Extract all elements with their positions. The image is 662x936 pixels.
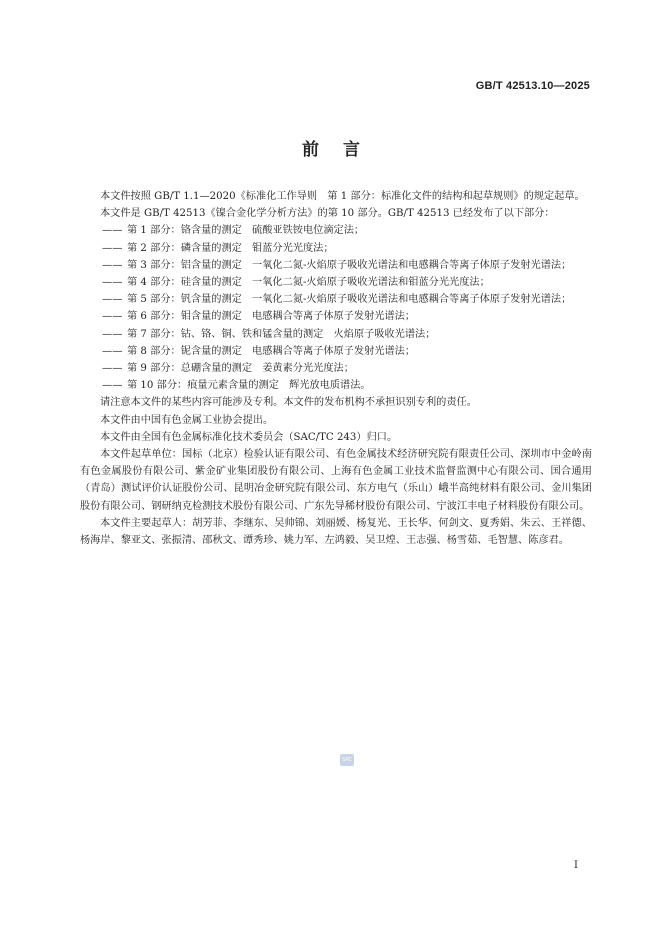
patent-notice: 请注意本文件的某些内容可能涉及专利。本文件的发布机构不承担识别专利的责任。 — [100, 397, 477, 409]
proposer-statement: 本文件由中国有色金属工业协会提出。 — [100, 414, 274, 426]
part-list-item — [80, 257, 592, 274]
dash-marker: —— — [102, 277, 123, 289]
foreword-body — [80, 188, 592, 549]
part-text: 第 5 部分：钒含量的测定 一氧化二氮-火焰原子吸收光谱法和电感耦合等离子体原子发射光谱法； — [127, 294, 572, 306]
dash-marker: —— — [102, 345, 123, 357]
watermark-logo: SPC — [340, 754, 354, 766]
drafting-units: 本文件起草单位：国标（北京）检验认证有限公司、有色金属技术经济研究院有限责任公司、深圳市中金岭南有色金属股份有限公司、紫金矿业集团股份有限公司、上海有色金属工业技术监督监测中心有限公司、国合通用（青岛）测试评价认证股份公司、昆明冶金研究院有限公司、东方电气（乐山）峨半高纯材料有限公司、金川集团股份有限公司、钢研纳克检测技术股份有限公司、广东先导稀材股份有限公司、宁波江丰电子材料股份有限公司。 — [80, 449, 592, 512]
part-list-item — [80, 291, 592, 308]
part-text: 第 9 部分：总硼含量的测定 姜黄素分光光度法； — [127, 363, 354, 375]
part-list-item — [80, 274, 592, 291]
part-list-item — [80, 326, 592, 343]
intro-paragraph: 本文件按照 GB/T 1.1—2020《标准化工作导则 第 1 部分：标准化文件的结构和起草规则》的规定起草。 — [100, 191, 585, 202]
part-text: 第 1 部分：铬含量的测定 硫酸亚铁铵电位滴定法； — [127, 225, 365, 237]
part-text: 第 4 部分：硅含量的测定 一氧化二氮-火焰原子吸收光谱法和钼蓝分光光度法； — [127, 277, 490, 289]
dash-marker: —— — [102, 328, 123, 340]
drafters: 本文件主要起草人：胡芳菲、李继东、吴帅锦、刘丽媛、杨复光、王长华、何剑文、夏秀娟、朱云、王祥德、杨海岸、黎亚文、张振清、邵秋文、谭秀珍、姚力军、左鸿毅、吴卫煌、王志强、杨雪茹、毛智慧、陈彦君。 — [80, 517, 592, 547]
part-list-item — [80, 222, 592, 239]
dash-marker: —— — [102, 380, 123, 392]
part-text: 第 7 部分：钴、铬、铜、铁和锰含量的测定 火焰原子吸收光谱法； — [127, 328, 436, 340]
intro-paragraph: 本文件是 GB/T 42513《镍合金化学分析方法》的第 10 部分。GB/T 42513 已经发布了以下部分： — [100, 208, 555, 220]
committee-statement: 本文件由全国有色金属标准化技术委员会（SAC/TC 243）归口。 — [100, 431, 398, 443]
page-number: I — [574, 860, 578, 871]
page-title: 前言 — [302, 140, 384, 160]
dash-marker: —— — [102, 225, 123, 237]
part-text: 第 2 部分：磷含量的测定 钼蓝分光光度法； — [127, 242, 334, 254]
dash-marker: —— — [102, 259, 123, 271]
dash-marker: —— — [102, 311, 123, 323]
part-text: 第 8 部分：铌含量的测定 电感耦合等离子体原子发射光谱法； — [127, 345, 416, 357]
part-list-item — [80, 377, 592, 394]
part-text: 第 3 部分：铝含量的测定 一氧化二氮-火焰原子吸收光谱法和电感耦合等离子体原子发射光谱法； — [127, 259, 572, 271]
part-list-item — [80, 360, 592, 377]
dash-marker: —— — [102, 242, 123, 254]
part-text: 第 6 部分：钼含量的测定 电感耦合等离子体原子发射光谱法； — [127, 311, 416, 323]
part-list-item — [80, 308, 592, 325]
standard-code: GB/T 42513.10—2025 — [475, 80, 590, 92]
part-text: 第 10 部分：痕量元素含量的测定 辉光放电质谱法。 — [127, 380, 371, 392]
dash-marker: —— — [102, 363, 123, 375]
dash-marker: —— — [102, 294, 123, 306]
part-list-item — [80, 240, 592, 257]
part-list-item — [80, 343, 592, 360]
